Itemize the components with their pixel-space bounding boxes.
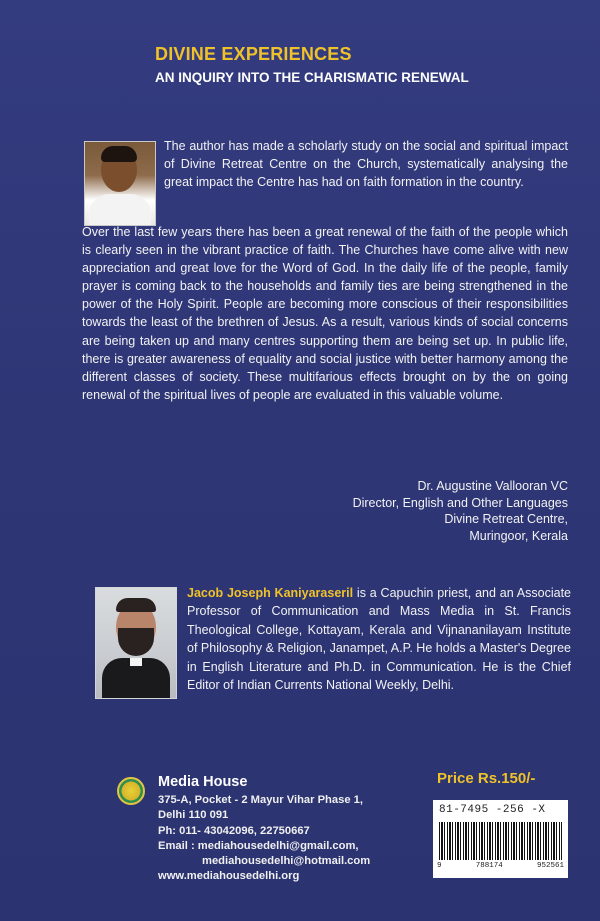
publisher-phone: Ph: 011- 43042096, 22750667	[158, 824, 310, 837]
review-signature	[353, 478, 568, 544]
author-bio	[187, 584, 571, 694]
barcode-numbers	[437, 862, 564, 870]
publisher-logo-icon	[117, 777, 145, 805]
barcode-left-digit: 9	[437, 862, 442, 870]
signature-role: Director, English and Other Languages	[352, 495, 568, 510]
publisher-website: www.mediahousedelhi.org	[158, 870, 300, 883]
author-photo	[95, 587, 177, 699]
book-subtitle: AN INQUIRY INTO THE CHARISMATIC RENEWAL	[155, 70, 469, 85]
publisher-details	[158, 793, 370, 885]
publisher-email-1: Email : mediahousedelhi@gmail.com,	[158, 839, 359, 852]
review-intro: The author has made a scholarly study on the social and spiritual impact of Divine Retreat Centre on the Church, systematically analysing the great impact the Centre has had on faith formation in the country.	[164, 139, 568, 189]
author-name: Jacob Joseph Kaniyaraseril	[187, 586, 354, 600]
isbn-text: 81-7495 -256 -X	[439, 804, 546, 816]
barcode-right-digits: 952561	[536, 862, 564, 870]
publisher-address-2: Delhi 110 091	[158, 809, 229, 822]
signature-org: Divine Retreat Centre,	[444, 512, 568, 526]
book-title: DIVINE EXPERIENCES	[155, 44, 352, 64]
publisher-name: Media House	[158, 774, 248, 790]
barcode	[439, 822, 562, 860]
signature-place: Muringoor, Kerala	[469, 528, 568, 543]
price-label: Price Rs.150/-	[437, 770, 536, 787]
reviewer-photo	[84, 141, 156, 226]
signature-name: Dr. Augustine Vallooran VC	[417, 479, 568, 493]
author-bio-text: is a Capuchin priest, and an Associate Professor of Communication and Mass Media in St. Francis Theological College, Kottayam, Kerala and Vijnananilayam Institute of Philosophy & Religion, Janampet, A.P. He holds a Master's Degree in English Literature and Ph.D. in Communication. He is the Chief Editor of Indian Currents National Weekly, Delhi.	[187, 586, 571, 693]
review-body: Over the last few years there has been a great renewal of the faith of the people which is clearly seen in the vibrant practice of faith. The Churches have come alive with new appreciation and great love for the Word of God. In the daily life of the people, family prayer is coming back to the households and family ties are being strengthened in the power of the Holy Spirit. People are becoming more conscious of their responsibilities towards the least of the brethren of Jesus. As a result, various kinds of social concerns are being taken up and many centres supporting them are being set up. In public life, there is greater awareness of equality and social justice with better harmony among the different classes of society. These multifarious effects brought on by the on going renewal of the spiritual lives of people are evaluated in this valuable volume.	[82, 225, 568, 402]
publisher-email-2: mediahousedelhi@hotmail.com	[202, 855, 371, 868]
barcode-mid-digits: 788174	[475, 862, 503, 870]
isbn-barcode-box	[433, 800, 568, 878]
publisher-address-1: 375-A, Pocket - 2 Mayur Vihar Phase 1,	[158, 794, 363, 806]
